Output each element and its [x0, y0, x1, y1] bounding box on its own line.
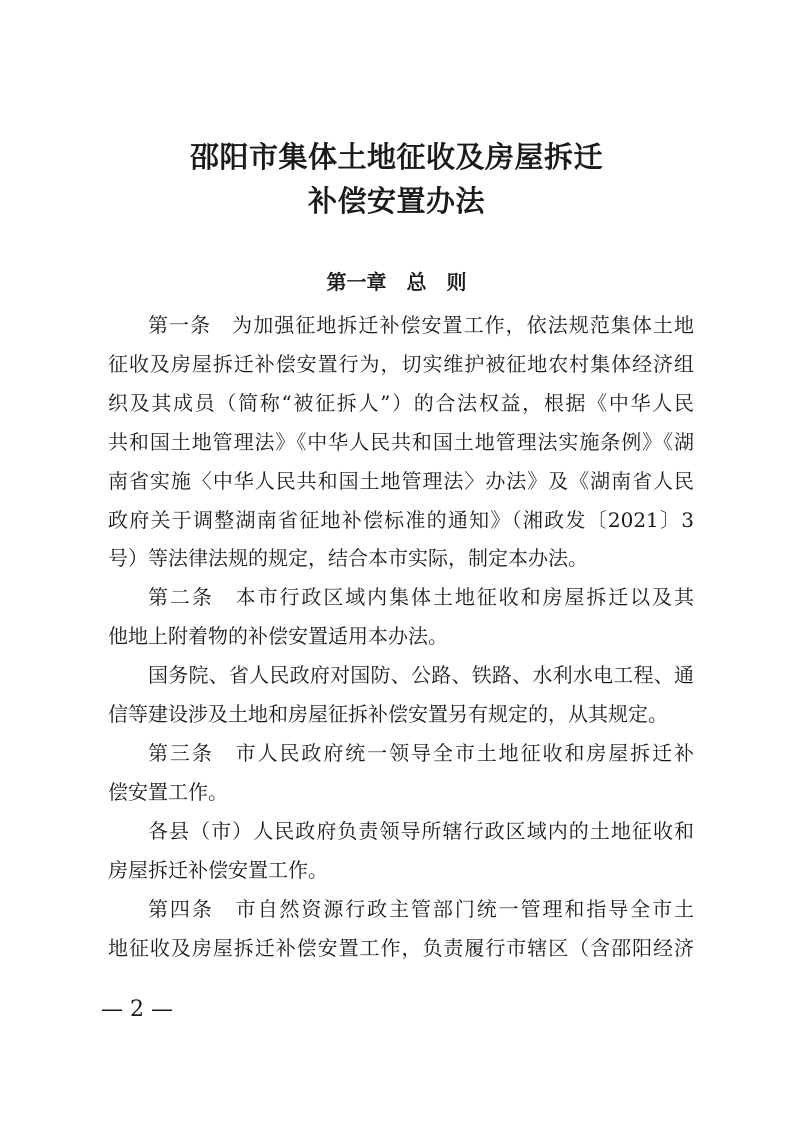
- text-line: 国务院、省人民政府对国防、公路、铁路、水利水电工程、通: [148, 663, 694, 687]
- title-line-2: 补偿安置办法: [307, 184, 485, 218]
- text-line: 织及其成员（简称“被征拆人”）的合法权益，根据《中华人民: [108, 391, 694, 415]
- text-line: 号）等法律法规的规定，结合本市实际，制定本办法。: [108, 546, 588, 570]
- text-line: 各县（市）人民政府负责领导所辖行政区域内的土地征收和: [148, 819, 694, 843]
- text-line: 地征收及房屋拆迁补偿安置工作，负责履行市辖区（含邵阳经济: [108, 936, 694, 960]
- text-line: 偿安置工作。: [108, 780, 228, 804]
- text-line: 政府关于调整湖南省征地补偿标准的通知》（湘政发〔2021〕3: [108, 508, 694, 532]
- text-line: 共和国土地管理法》《中华人民共和国土地管理法实施条例》《湖: [108, 430, 694, 454]
- text-line: 第一条 为加强征地拆迁补偿安置工作，依法规范集体土地: [148, 313, 694, 337]
- text-line: 第二条 本市行政区域内集体土地征收和房屋拆迁以及其: [148, 585, 694, 609]
- text-line: 房屋拆迁补偿安置工作。: [108, 858, 328, 882]
- text-line: 第四条 市自然资源行政主管部门统一管理和指导全市土: [148, 897, 694, 921]
- text-line: 信等建设涉及土地和房屋征拆补偿安置另有规定的，从其规定。: [108, 702, 668, 726]
- text-line: 第三条 市人民政府统一领导全市土地征收和房屋拆迁补: [148, 741, 694, 765]
- text-line: 他地上附着物的补偿安置适用本办法。: [108, 624, 448, 648]
- text-line: 征收及房屋拆迁补偿安置行为，切实维护被征地农村集体经济组: [108, 352, 694, 376]
- page-number: — 2 —: [101, 997, 173, 1022]
- chapter-heading: 第一章 总 则: [326, 270, 467, 294]
- text-line: 南省实施〈中华人民共和国土地管理法〉办法》及《湖南省人民: [108, 469, 694, 493]
- title-line-1: 邵阳市集体土地征收及房屋拆迁: [189, 140, 603, 174]
